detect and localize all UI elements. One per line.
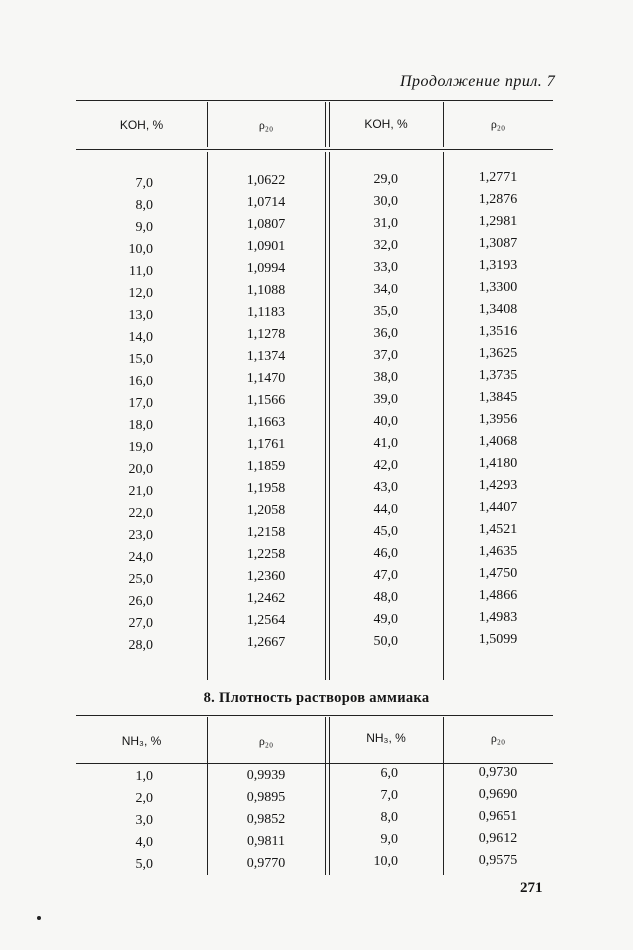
table-cell: 10,0 xyxy=(128,242,153,257)
table-cell: 39,0 xyxy=(373,392,398,407)
header-density-right: ρ₂₀ xyxy=(490,731,506,745)
table-cell: 1,1183 xyxy=(247,305,285,320)
table-cell: 17,0 xyxy=(128,396,153,411)
table-cell: 3,0 xyxy=(135,813,153,828)
table-cell: 7,0 xyxy=(135,176,153,191)
table-cell: 16,0 xyxy=(128,374,153,389)
table-cell: 0,9651 xyxy=(478,809,518,824)
koh-density-table xyxy=(76,100,553,680)
table-cell: 29,0 xyxy=(373,172,398,187)
table-cell: 9,0 xyxy=(380,832,398,847)
table-cell: 20,0 xyxy=(128,462,153,477)
table-cell: 1,2058 xyxy=(246,503,286,518)
nh3-right-density-column xyxy=(456,715,540,875)
table-cell: 1,0901 xyxy=(246,239,286,254)
table-cell: 45,0 xyxy=(373,524,398,539)
table-cell: 1,3087 xyxy=(478,236,518,251)
table-cell: 46,0 xyxy=(373,546,398,561)
table-cell: 0,9612 xyxy=(478,831,518,846)
table-cell: 1,1663 xyxy=(246,415,286,430)
table-cell: 1,2667 xyxy=(246,635,286,650)
table-cell: 1,4521 xyxy=(478,522,518,537)
table-cell: 38,0 xyxy=(373,370,398,385)
column-divider xyxy=(207,152,208,680)
section-title: 8. Плотность растворов аммиака xyxy=(203,690,430,706)
table-cell: 1,1859 xyxy=(246,459,286,474)
table-cell: 1,5099 xyxy=(478,632,518,647)
table-cell: 1,1088 xyxy=(246,283,286,298)
table-cell: 1,1958 xyxy=(246,481,286,496)
table-cell: 18,0 xyxy=(128,418,153,433)
table-cell: 8,0 xyxy=(135,198,153,213)
table-cell: 2,0 xyxy=(135,791,153,806)
nh3-right-concentration-column xyxy=(329,715,398,875)
table-cell: 1,4068 xyxy=(478,434,518,449)
table-cell: 11,0 xyxy=(129,264,153,279)
middle-double-divider xyxy=(325,152,326,680)
table-cell: 5,0 xyxy=(135,857,153,872)
table-cell: 1,4180 xyxy=(478,456,518,471)
table-cell: 0,9690 xyxy=(478,787,518,802)
nh3-left-density-column xyxy=(226,715,306,875)
table-cell: 1,3845 xyxy=(478,390,518,405)
table-cell: 14,0 xyxy=(128,330,153,345)
table-cell: 0,9939 xyxy=(246,768,286,783)
table-cell: 35,0 xyxy=(373,304,398,319)
table-cell: 6,0 xyxy=(380,766,398,781)
table-cell: 26,0 xyxy=(128,594,153,609)
table-cell: 41,0 xyxy=(373,436,398,451)
table-cell: 1,4866 xyxy=(478,588,518,603)
table-cell: 9,0 xyxy=(135,220,153,235)
header-koh-right: KOH, % xyxy=(364,117,408,131)
table-cell: 1,4983 xyxy=(478,610,518,625)
table-cell: 24,0 xyxy=(128,550,153,565)
table-cell: 33,0 xyxy=(373,260,398,275)
table-cell: 1,3300 xyxy=(478,280,518,295)
table-cell: 49,0 xyxy=(373,612,398,627)
table-cell: 1,3516 xyxy=(478,324,518,339)
table-cell: 1,1374 xyxy=(246,349,286,364)
koh-right-density-column xyxy=(456,100,540,680)
table-cell: 1,1761 xyxy=(246,437,286,452)
table-cell: 8,0 xyxy=(380,810,398,825)
table-cell: 0,9575 xyxy=(478,853,518,868)
table-cell: 36,0 xyxy=(373,326,398,341)
table-cell: 22,0 xyxy=(128,506,153,521)
table-cell: 1,1278 xyxy=(246,327,286,342)
table-cell: 1,3735 xyxy=(478,368,518,383)
header-nh3-right: NH₃, % xyxy=(366,731,406,745)
table-cell: 27,0 xyxy=(128,616,153,631)
koh-left-density-column xyxy=(226,100,306,680)
table-cell: 10,0 xyxy=(373,854,398,869)
table-cell: 1,4750 xyxy=(478,566,518,581)
table-cell: 1,2158 xyxy=(246,525,286,540)
table-cell: 44,0 xyxy=(373,502,398,517)
table-cell: 28,0 xyxy=(128,638,153,653)
table-cell: 1,0622 xyxy=(246,173,286,188)
header-nh3-left: NH₃, % xyxy=(121,734,162,748)
table-cell: 1,0994 xyxy=(246,261,286,276)
middle-double-divider xyxy=(325,102,326,147)
table-cell: 48,0 xyxy=(373,590,398,605)
table-cell: 25,0 xyxy=(128,572,153,587)
koh-left-concentration-column xyxy=(76,100,153,680)
table-cell: 31,0 xyxy=(373,216,398,231)
table-cell: 21,0 xyxy=(128,484,153,499)
table-cell: 0,9852 xyxy=(246,812,286,827)
middle-double-divider xyxy=(325,717,326,875)
table-cell: 13,0 xyxy=(128,308,153,323)
table-cell: 40,0 xyxy=(373,414,398,429)
table-cell: 1,3625 xyxy=(478,346,518,361)
table-cell: 1,3193 xyxy=(478,258,518,273)
table-cell: 0,9811 xyxy=(247,834,285,849)
table-cell: 1,4293 xyxy=(478,478,518,493)
header-density-left: ρ₂₀ xyxy=(258,734,274,748)
column-divider xyxy=(443,152,444,680)
table-cell: 1,2360 xyxy=(246,569,286,584)
continuation-title: Продолжение прил. 7 xyxy=(400,73,556,90)
table-cell: 1,3408 xyxy=(478,302,518,317)
table-cell: 1,0714 xyxy=(246,195,286,210)
header-koh-left: KOH, % xyxy=(119,118,164,132)
table-cell: 43,0 xyxy=(373,480,398,495)
table-cell: 1,2876 xyxy=(478,192,518,207)
table-cell: 1,4407 xyxy=(478,500,518,515)
table-cell: 1,4635 xyxy=(478,544,518,559)
header-density-right: ρ₂₀ xyxy=(490,117,506,131)
table-cell: 30,0 xyxy=(373,194,398,209)
ammonia-density-table xyxy=(76,715,553,875)
nh3-left-concentration-column xyxy=(76,715,153,875)
table-cell: 1,0 xyxy=(135,769,153,784)
table-cell: 0,9895 xyxy=(246,790,286,805)
table-cell: 7,0 xyxy=(380,788,398,803)
table-cell: 0,9730 xyxy=(478,765,518,780)
header-density-left: ρ₂₀ xyxy=(258,118,274,132)
table-cell: 1,3956 xyxy=(478,412,518,427)
table-cell: 1,2462 xyxy=(246,591,286,606)
table-cell: 15,0 xyxy=(128,352,153,367)
table-cell: 1,2981 xyxy=(478,214,518,229)
table-cell: 0,9770 xyxy=(246,856,286,871)
table-cell: 50,0 xyxy=(373,634,398,649)
table-cell: 47,0 xyxy=(373,568,398,583)
table-cell: 37,0 xyxy=(373,348,398,363)
page-number: 271 xyxy=(520,880,543,896)
table-cell: 1,1566 xyxy=(246,393,286,408)
table-cell: 1,0807 xyxy=(246,217,286,232)
table-cell: 34,0 xyxy=(373,282,398,297)
table-cell: 1,2771 xyxy=(478,170,518,185)
koh-right-concentration-column xyxy=(329,100,398,680)
table-cell: 19,0 xyxy=(128,440,153,455)
table-cell: 23,0 xyxy=(128,528,153,543)
table-cell: 12,0 xyxy=(128,286,153,301)
table-cell: 1,1470 xyxy=(246,371,286,386)
table-cell: 4,0 xyxy=(135,835,153,850)
table-cell: 1,2258 xyxy=(246,547,286,562)
print-speck xyxy=(37,916,41,920)
table-cell: 42,0 xyxy=(373,458,398,473)
table-cell: 1,2564 xyxy=(246,613,286,628)
table-cell: 32,0 xyxy=(373,238,398,253)
